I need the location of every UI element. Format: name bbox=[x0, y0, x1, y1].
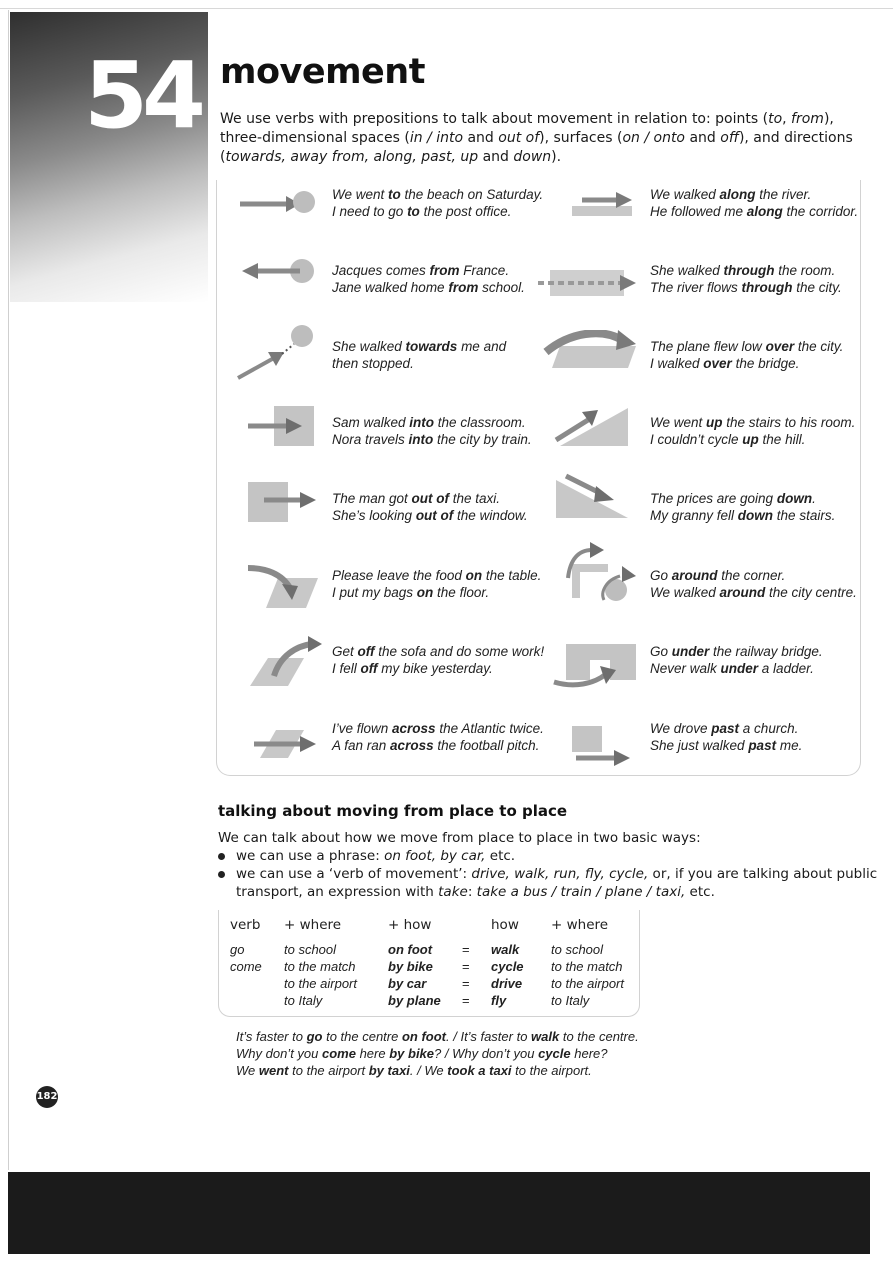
intro-term: down bbox=[513, 149, 552, 165]
footer-band bbox=[8, 1172, 870, 1254]
arrow-through-icon bbox=[534, 262, 644, 302]
table-cell: to Italy bbox=[284, 993, 323, 1008]
table-cell: to school bbox=[284, 942, 337, 957]
bullet-dot bbox=[218, 853, 225, 860]
arrow-into-icon bbox=[244, 404, 320, 448]
arrow-towards-icon bbox=[232, 322, 322, 384]
intro-text: ), and directions ( bbox=[220, 130, 853, 165]
intro-term: in / into bbox=[409, 130, 464, 146]
example-down: The prices are going down. My granny fell down the stairs. bbox=[650, 491, 836, 523]
example-from: Jacques comes from France. Jane walked home from school. bbox=[332, 263, 525, 295]
example-on: Please leave the food on the table. I put my bags on the floor. bbox=[332, 568, 542, 600]
example-under: Go under the railway bridge. Never walk under a ladder. bbox=[650, 644, 823, 676]
example-around: Go around the corner. We walked around the city centre. bbox=[650, 568, 857, 600]
bullet-dot bbox=[218, 871, 225, 878]
arrow-down-icon bbox=[552, 472, 634, 522]
arrow-off-icon bbox=[244, 636, 324, 688]
intro-term: out of bbox=[498, 130, 540, 146]
table-cell: to school bbox=[551, 942, 604, 957]
arrow-over-icon bbox=[540, 330, 640, 370]
table-cell: on foot bbox=[388, 942, 433, 957]
unit-number: 54 bbox=[84, 42, 201, 149]
intro-term: to bbox=[768, 111, 783, 127]
intro-term: from bbox=[791, 111, 824, 127]
example-up: We went up the stairs to his room. I couldn’t cycle up the hill. bbox=[650, 415, 856, 447]
table-cell: drive bbox=[491, 976, 523, 991]
example-through: She walked through the room. The river flows through the city. bbox=[650, 263, 842, 295]
intro-text: ), three-dimensional spaces ( bbox=[220, 111, 834, 146]
example-into: Sam walked into the classroom. Nora travels into the city by train. bbox=[332, 415, 532, 447]
example-sentence: Why don’t you come here by bike? / Why don’t you cycle here? bbox=[236, 1046, 608, 1061]
table-cell: by plane bbox=[388, 993, 441, 1008]
intro-text: and bbox=[685, 130, 721, 146]
bullet-phrase: we can use a phrase: on foot, by car, etc. bbox=[218, 847, 858, 867]
arrow-under-icon bbox=[550, 640, 640, 690]
table-cell: to the match bbox=[284, 959, 356, 974]
table-cell: = bbox=[462, 959, 470, 974]
example-out-of: The man got out of the taxi. She’s looking out of the window. bbox=[332, 491, 528, 523]
arrow-along-icon bbox=[568, 188, 640, 220]
example-along: We walked along the river. He followed me along the corridor. bbox=[650, 187, 859, 219]
intro-paragraph bbox=[220, 110, 860, 167]
intro-text: and bbox=[478, 149, 514, 165]
intro-term: off bbox=[720, 130, 739, 146]
bullet-verb-of-movement: we can use a ‘verb of movement’: drive, walk, run, fly, cycle, or, if you are talking about public transport, an expression with take: take a bus / train / plane / taxi, etc. bbox=[218, 865, 858, 903]
example-towards: She walked towards me and then stopped. bbox=[332, 339, 507, 371]
example-past: We drove past a church. She just walked past me. bbox=[650, 721, 803, 753]
table-cell: to the airport bbox=[284, 976, 357, 991]
page-title: movement bbox=[220, 52, 425, 92]
intro-text: ). bbox=[551, 149, 562, 165]
arrow-from-point-icon bbox=[236, 254, 326, 290]
table-cell: = bbox=[462, 993, 470, 1008]
table-cell: = bbox=[462, 976, 470, 991]
table-header: verb bbox=[230, 917, 261, 933]
table-header: + where bbox=[284, 917, 342, 933]
arrow-out-of-icon bbox=[246, 478, 324, 524]
section-text: We can talk about how we move from place to place in two basic ways: bbox=[218, 830, 701, 846]
arrow-around-icon bbox=[560, 538, 640, 610]
arrow-up-icon bbox=[552, 404, 634, 448]
example-sentences bbox=[236, 1028, 639, 1079]
example-sentence: It’s faster to go to the centre on foot. / It’s faster to walk to the centre. bbox=[236, 1029, 639, 1044]
top-rule bbox=[0, 8, 893, 9]
example-across: I’ve flown across the Atlantic twice. A fan ran across the football pitch. bbox=[332, 721, 544, 753]
arrow-to-point-icon bbox=[236, 186, 326, 222]
example-to: We went to the beach on Saturday. I need to go to the post office. bbox=[332, 187, 544, 219]
arrow-across-icon bbox=[252, 720, 322, 764]
page-number: 182 bbox=[36, 1086, 58, 1108]
table-cell: go bbox=[230, 942, 245, 957]
table-cell: walk bbox=[491, 942, 520, 957]
intro-text: ), surfaces ( bbox=[539, 130, 623, 146]
example-sentence: We went to the airport by taxi. / We took a taxi to the airport. bbox=[236, 1063, 592, 1078]
table-cell: fly bbox=[491, 993, 507, 1008]
table-header: how bbox=[491, 917, 519, 933]
example-over: The plane flew low over the city. I walked over the bridge. bbox=[650, 339, 844, 371]
intro-text: We use verbs with prepositions to talk about movement in relation to: points ( bbox=[220, 111, 769, 127]
table-header: + how bbox=[388, 917, 432, 933]
table-cell: come bbox=[230, 959, 262, 974]
section-heading: talking about moving from place to place bbox=[218, 802, 568, 820]
table-cell: to Italy bbox=[551, 993, 590, 1008]
intro-text: and bbox=[463, 130, 499, 146]
arrow-on-icon bbox=[244, 560, 322, 610]
table-header: + where bbox=[551, 917, 609, 933]
intro-term: on / onto bbox=[622, 130, 686, 146]
arrow-past-icon bbox=[566, 722, 636, 766]
left-rule bbox=[8, 10, 9, 1170]
table-cell: to the airport bbox=[551, 976, 624, 991]
table-cell: = bbox=[462, 942, 470, 957]
intro-term: towards, away from, along, past, up bbox=[225, 149, 479, 165]
table-cell: by car bbox=[388, 976, 427, 991]
table-cell: to the match bbox=[551, 959, 623, 974]
table-cell: cycle bbox=[491, 959, 524, 974]
intro-text: , bbox=[782, 111, 792, 127]
table-cell: by bike bbox=[388, 959, 433, 974]
example-off: Get off the sofa and do some work! I fell off my bike yesterday. bbox=[332, 644, 545, 676]
